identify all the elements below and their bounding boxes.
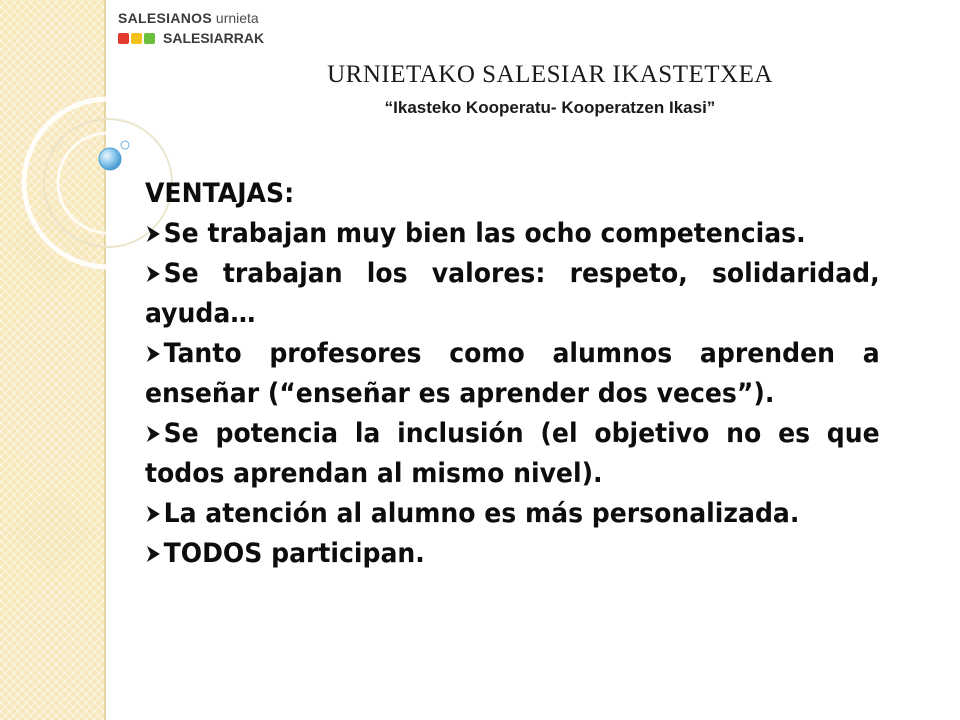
page-subtitle: “Ikasteko Kooperatu- Kooperatzen Ikasi” xyxy=(384,98,716,117)
logo-subname: SALESIARRAK xyxy=(163,30,265,46)
logo-square-yellow-icon xyxy=(131,33,142,44)
list-item-text: Se trabajan los valores: respeto, solidaridad, ayuda… xyxy=(145,258,880,329)
logo-square-green-icon xyxy=(144,33,155,44)
arrow-bullet-icon xyxy=(145,343,162,365)
list-item-text: Tanto profesores como alumnos aprenden a enseñar (“enseñar es aprender dos veces”). xyxy=(145,338,880,409)
arrow-bullet-icon xyxy=(145,503,162,525)
logo-square-red-icon xyxy=(118,33,129,44)
list-item xyxy=(145,534,880,574)
list-item xyxy=(145,254,880,334)
list-item-text: Se trabajan muy bien las ocho competencias. xyxy=(163,218,806,249)
list-item xyxy=(145,334,880,414)
logo-name-light: urnieta xyxy=(215,10,259,26)
list-item xyxy=(145,214,880,254)
list-item-text: Se potencia la inclusión (el objetivo no es que todos aprendan al mismo nivel). xyxy=(145,418,880,489)
arrow-bullet-icon xyxy=(145,223,162,245)
arrow-bullet-icon xyxy=(145,543,162,565)
slide-body xyxy=(145,174,880,574)
list-item xyxy=(145,414,880,494)
school-logo xyxy=(118,10,298,48)
arrow-bullet-icon xyxy=(145,423,162,445)
list-item xyxy=(145,494,880,534)
logo-name-bold: SALESIANOS xyxy=(118,10,213,26)
logo-top-line xyxy=(118,10,259,26)
page-title: URNIETAKO SALESIAR IKASTETXEA xyxy=(327,61,773,88)
section-heading: VENTAJAS: xyxy=(145,178,295,209)
logo-bottom-line xyxy=(118,30,264,46)
list-item-text: La atención al alumno es más personalizada. xyxy=(163,498,800,529)
arrow-bullet-icon xyxy=(145,263,162,285)
list-item-text: TODOS participan. xyxy=(163,538,425,569)
decorative-side-band xyxy=(0,0,106,720)
